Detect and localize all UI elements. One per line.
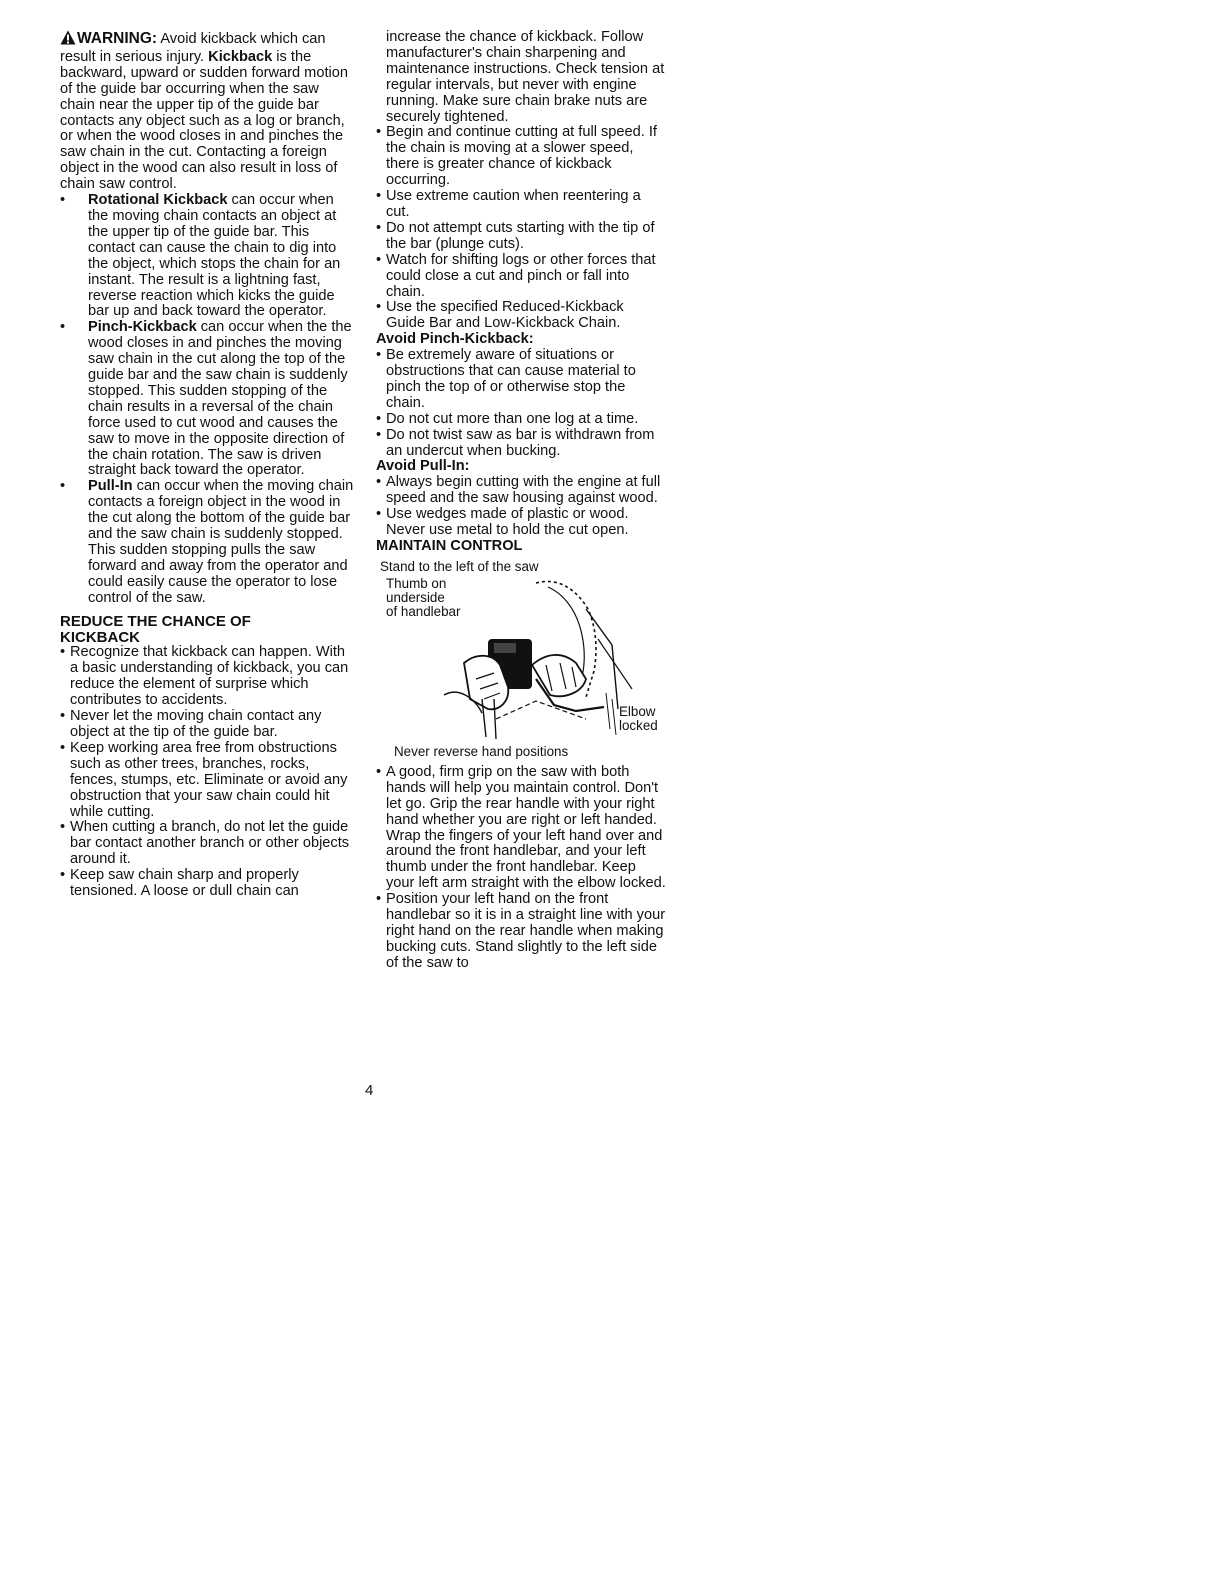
heading-line: KICKBACK: [60, 628, 140, 646]
continuation-paragraph: increase the chance of kickback. Follow manufacturer's chain sharpening and maintenance instructions. Check tension at regular intervals, but never with engine running. Make sure chain brake nuts are securely tightened.: [386, 29, 665, 125]
term: Pull-In: [88, 478, 133, 495]
term-text: can occur when the moving chain contacts a foreign object in the wood in the cut along the bottom of the guide bar and the saw chain is suddenly stopped. This sudden stopping pulls the saw forward and away from the operator and could easily cause the operator to lose control of the saw.: [88, 478, 354, 606]
elbow-label: [619, 705, 658, 733]
list-item: • Always begin cutting with the engine at full speed and the saw housing against wood.: [376, 475, 666, 507]
heading-line: REDUCE THE CHANCE OF: [60, 612, 251, 630]
list-item: • When cutting a branch, do not let the guide bar contact another branch or other objects around it.: [60, 820, 354, 868]
label-line: underside: [386, 589, 445, 605]
pinch-kickback-heading: Avoid Pinch-Kickback:: [376, 331, 534, 348]
warning-paragraph: [60, 30, 354, 193]
term-text: can occur when the moving chain contacts an object at the upper tip of the guide bar. This contact can cause the chain to dig into the object, which stops the chain for an instant. The result is a lightning fast, reverse reaction which kicks the guide bar up and back toward the operator.: [88, 192, 341, 320]
list-item: • Use wedges made of plastic or wood. Never use metal to hold the cut open.: [376, 507, 666, 539]
label-line: of handlebar: [386, 603, 461, 619]
list-item: • Do not cut more than one log at a time.: [376, 412, 666, 428]
pull-in-heading: Avoid Pull-In:: [376, 458, 470, 475]
warning-lead: Avoid kickback which can result in serious injury.: [60, 31, 326, 65]
reduce-heading: [60, 614, 354, 646]
left-column: [60, 30, 354, 900]
page-number: 4: [365, 1082, 374, 1099]
list-item: • Watch for shifting logs or other forces that could close a cut and pinch or fall into chain.: [376, 253, 666, 301]
hand-position-figure: [376, 558, 666, 759]
list-item: • Do not attempt cuts starting with the tip of the bar (plunge cuts).: [376, 221, 666, 253]
warning-triangle-icon: [60, 30, 76, 50]
list-item: • Be extremely aware of situations or obstructions that can cause material to pinch the top of or otherwise stop the chain.: [376, 348, 666, 412]
list-item: • Keep saw chain sharp and properly tensioned. A loose or dull chain can: [60, 868, 354, 900]
list-item: • Recognize that kickback can happen. With a basic understanding of kickback, you can reduce the element of surprise which contributes to accidents.: [60, 645, 354, 709]
label-line: Elbow: [619, 703, 656, 719]
warning-label: WARNING:: [77, 30, 158, 47]
rotational-kickback-item: [60, 193, 354, 320]
kickback-term: Kickback: [208, 48, 273, 65]
list-item: • Never let the moving chain contact any object at the tip of the guide bar.: [60, 709, 354, 741]
figure-caption-top: Stand to the left of the saw: [380, 558, 539, 574]
chainsaw-grip-illustration: [436, 569, 636, 741]
list-item: • Use extreme caution when reentering a cut.: [376, 189, 666, 221]
label-line: Thumb on: [386, 575, 447, 591]
list-item: • Keep working area free from obstructions such as other trees, branches, rocks, fences, stumps, etc. Eliminate or avoid any obstruction that your saw chain could hit while cutting.: [60, 741, 354, 821]
term: Rotational Kickback: [88, 192, 228, 209]
list-item: • A good, firm grip on the saw with both hands will help you maintain control. Don't let go. Grip the rear handle with your right hand whether you are right or left handed. Wrap the fingers of your left hand over and around the front handlebar, and your left thumb under the front handlebar. Keep your left arm straight with the elbow locked.: [376, 765, 666, 892]
list-item: • Begin and continue cutting at full speed. If the chain is moving at a slower speed, there is greater chance of kickback occurring.: [376, 125, 666, 189]
warning-text: is the backward, upward or sudden forward motion of the guide bar occurring when the saw chain near the upper tip of the guide bar contacts any object such as a log or branch, or when the wood closes in and pinches the saw chain in the cut. Contacting a foreign object in the wood can also result in loss of chain saw control.: [60, 48, 348, 193]
term-text: can occur when the the wood closes in and pinches the moving saw chain in the cut along the top of the guide bar and the saw chain is suddenly stopped. This sudden stopping of the chain results in a reversal of the chain force used to cut wood and causes the saw to move in the opposite direction of the chain rotation. The saw is driven straight back toward the operator.: [88, 319, 352, 479]
list-item: • Position your left hand on the front handlebar so it is in a straight line with your right hand on the rear handle when making bucking cuts. Stand slightly to the left side of the saw to: [376, 892, 666, 972]
maintain-control-heading: MAINTAIN CONTROL: [376, 538, 523, 554]
list-item: • Do not twist saw as bar is withdrawn from an undercut when bucking.: [376, 428, 666, 460]
pinch-kickback-item: [60, 320, 354, 479]
label-line: locked: [619, 717, 658, 733]
figure-caption-bottom: Never reverse hand positions: [394, 743, 569, 759]
term: Pinch-Kickback: [88, 319, 197, 336]
list-item: • Use the specified Reduced-Kickback Guide Bar and Low-Kickback Chain.: [376, 300, 666, 332]
right-column: [376, 30, 666, 972]
pull-in-item: [60, 479, 354, 606]
